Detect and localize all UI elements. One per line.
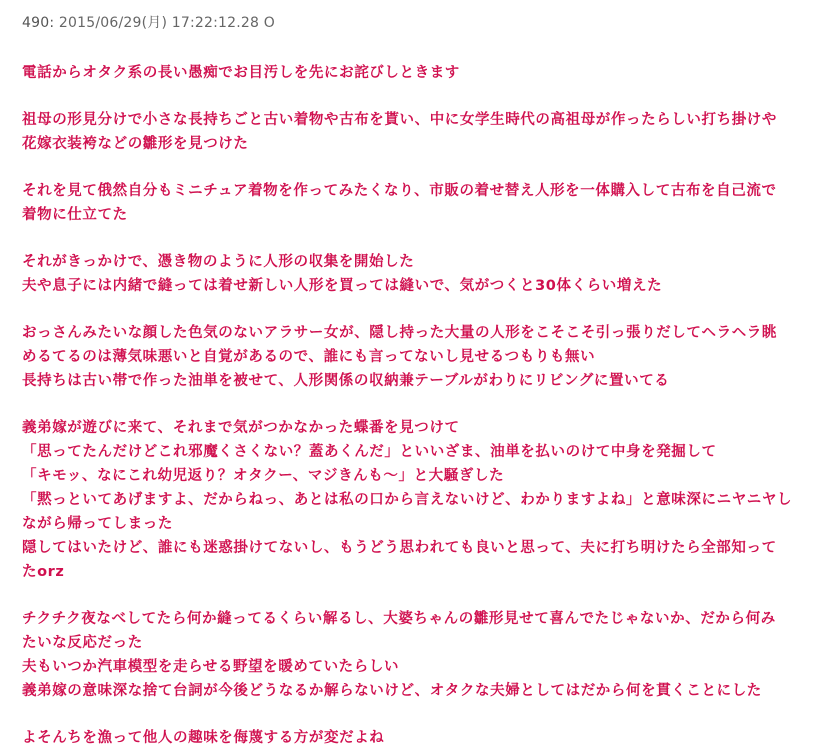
post-line: 着物に仕立てた — [22, 207, 128, 223]
post-line: 長持ちは古い帯で作った油単を被せて、人形関係の収納兼テーブルがわりにリビングに置いてる — [22, 373, 670, 389]
post-line: 義弟嫁が遊びに来て、それまで気がつかなかった蝶番を見つけて — [22, 420, 460, 436]
post-line: チクチク夜なべしてたら何か縫ってるくらい解るし、大婆ちゃんの雛形見せて喜んでたじゃないか、だから何み — [22, 611, 776, 627]
blank-line — [22, 85, 822, 108]
post-line: それがきっかけで、憑き物のように人形の収集を開始した — [22, 254, 415, 270]
blank-line — [22, 227, 822, 250]
post-line: 祖母の形見分けで小さな長持ちごと古い着物や古布を貰い、中に女学生時代の高祖母が作ったらしい打ち掛けや — [22, 112, 777, 128]
post-line: おっさんみたいな顔した色気のないアラサー女が、隠し持った大量の人形をこそこそ引っ張りだしてヘラヘラ眺 — [22, 325, 777, 341]
blank-line — [22, 156, 822, 179]
post-line: 夫もいつか汽車模型を走らせる野望を暖めていたらしい — [22, 659, 400, 675]
post-line: それを見て俄然自分もミニチュア着物を作ってみたくなり、市販の着せ替え人形を一体購入して古布を自己流で — [22, 183, 777, 199]
post-line: 義弟嫁の意味深な捨て台詞が今後どうなるか解らないけど、オタクな夫婦としてはだから何を貫くことにした — [22, 683, 762, 699]
post-line: たorz — [22, 564, 65, 580]
blank-line — [22, 703, 822, 726]
post-date: 2015/06/29(月) 17:22:12.28 O — [58, 15, 275, 31]
post-line: 「黙っといてあげますよ、だからねっ、あとは私の口から言えないけど、わかりますよね」と意味深にニヤニヤし — [22, 492, 793, 508]
post-line: ながら帰ってしまった — [22, 516, 173, 532]
post-line: めるてるのは薄気味悪いと自覚があるので、誰にも言ってないし見せるつもりも無い — [22, 349, 596, 365]
post-line: 電話からオタク系の長い愚痴でお目汚しを先にお詫びしときます — [22, 65, 460, 81]
post-number: 490: — [22, 15, 55, 31]
blank-line — [22, 298, 822, 321]
post-line: 「思ってたんだけどこれ邪魔くさくない？蓋あくんだ」といいざま、油単を払いのけて中身を発掘して — [22, 444, 717, 460]
post-line: 「キモッ、なにこれ幼児返り？オタクー、マジきんも～」と大騒ぎした — [22, 468, 505, 484]
blank-line — [22, 393, 822, 416]
post-line: たいな反応だった — [22, 635, 143, 651]
post-line: よそんちを漁って他人の趣味を侮蔑する方が変だよね — [22, 730, 385, 746]
post-header — [22, 12, 275, 32]
blank-line — [22, 584, 822, 607]
post-line: 夫や息子には内緒で縫っては着せ新しい人形を買っては縫いで、気がつくと30体くらい増えた — [22, 278, 663, 294]
post-line: 花嫁衣装袴などの雛形を見つけた — [22, 136, 249, 152]
post-line: 隠してはいたけど、誰にも迷惑掛けてないし、もうどう思われても良いと思って、夫に打ち明けたら全部知って — [22, 540, 777, 556]
post-body — [22, 61, 822, 750]
